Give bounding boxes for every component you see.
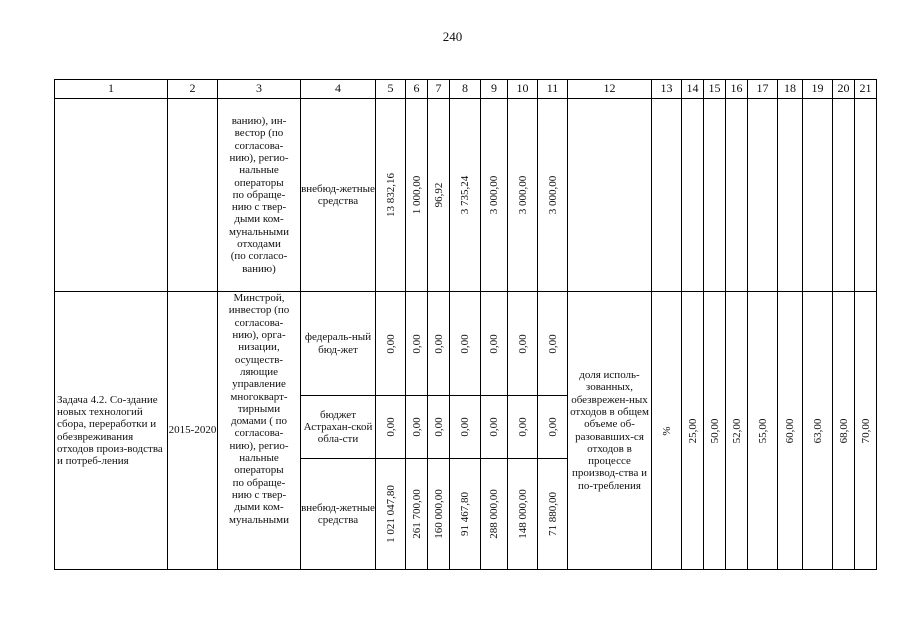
header-cell: 20	[833, 80, 855, 99]
amount-cell-text: 0,00	[487, 417, 500, 437]
unit-text: %	[660, 425, 673, 436]
header-cell: 12	[568, 80, 652, 99]
executor-prev-line: ванию), ин-	[231, 114, 287, 127]
amount-cell	[538, 459, 568, 570]
target-value-text: 68,00	[837, 418, 850, 443]
blank-cell	[682, 99, 704, 292]
header-cell: 18	[778, 80, 803, 99]
target-value	[803, 292, 833, 570]
amount-cell	[450, 292, 481, 396]
amount-cell	[376, 396, 406, 459]
target-value	[855, 292, 877, 570]
amount-cell-text: 0,00	[458, 333, 471, 354]
amount-cell-text: 1 000,00	[410, 175, 423, 215]
blank-cell	[855, 99, 877, 292]
amount-cell	[481, 459, 508, 570]
amount-cell	[481, 99, 508, 292]
amount-cell-text: 71 880,00	[546, 492, 559, 536]
executor-line: многокварт-	[230, 390, 288, 403]
executor-line: управление	[232, 378, 286, 391]
executor-prev-line: (по согласо-	[230, 250, 288, 263]
executor-line: Минстрой,	[233, 292, 285, 304]
amount-cell-text: 160 000,00	[432, 489, 445, 539]
amount-cell	[508, 292, 538, 396]
header-cell: 15	[704, 80, 726, 99]
amount-cell-text: 0,00	[516, 333, 529, 354]
blank-cell	[748, 99, 778, 292]
amount-cell-text: 288 000,00	[487, 489, 500, 539]
amount-cell-text: 3 735,24	[458, 175, 471, 215]
funding-source: федераль-ный бюд-жет	[301, 292, 376, 396]
amount-cell	[406, 99, 428, 292]
header-cell: 21	[855, 80, 877, 99]
header-cell: 7	[428, 80, 450, 99]
header-cell: 17	[748, 80, 778, 99]
executor-line: нию), регио-	[229, 439, 289, 452]
amount-cell	[428, 99, 450, 292]
amount-cell-text: 1 021 047,80	[384, 485, 397, 543]
target-value	[704, 292, 726, 570]
executor-prev-line: нию с твер-	[231, 201, 287, 214]
blank-cell	[726, 99, 748, 292]
amount-cell	[508, 459, 538, 570]
target-value-text: 25,00	[686, 418, 699, 443]
executor-prev-line: нию), регио-	[229, 151, 289, 164]
amount-cell	[406, 459, 428, 570]
amount-cell-text: 0,00	[432, 333, 445, 354]
amount-cell-text: 0,00	[384, 417, 397, 437]
executor-prev-line: мунальными	[229, 225, 289, 238]
amount-cell	[406, 292, 428, 396]
header-cell: 6	[406, 80, 428, 99]
task-name: Задача 4.2. Со-здание новых технологий сбора, переработки и обезвреживания отходов произ-водства и потреб-ления	[55, 292, 168, 570]
target-value-text: 60,00	[783, 418, 796, 443]
blank-cell	[568, 99, 652, 292]
blank-cell	[55, 99, 168, 292]
header-cell: 8	[450, 80, 481, 99]
task-period: 2015-2020	[168, 292, 218, 570]
header-cell: 5	[376, 80, 406, 99]
amount-cell	[538, 99, 568, 292]
target-value	[778, 292, 803, 570]
amount-cell-text: 261 700,00	[410, 489, 423, 539]
executor-prev-line: операторы	[234, 176, 284, 189]
amount-cell-text: 0,00	[384, 333, 397, 354]
amount-cell-text: 0,00	[546, 417, 559, 437]
header-cell: 4	[301, 80, 376, 99]
executor-line: низации,	[238, 341, 280, 354]
executor-prev-line: отходами	[237, 238, 281, 251]
target-value	[748, 292, 778, 570]
amount-cell	[508, 396, 538, 459]
target-value-text: 55,00	[756, 418, 769, 443]
amount-cell	[428, 292, 450, 396]
amount-cell-text: 3 000,00	[516, 175, 529, 215]
program-table	[54, 79, 877, 570]
target-value	[833, 292, 855, 570]
amount-cell	[481, 292, 508, 396]
amount-cell	[450, 396, 481, 459]
amount-cell-text: 0,00	[546, 333, 559, 354]
amount-cell	[481, 396, 508, 459]
executor-line: ляющие	[239, 365, 278, 378]
target-value-text: 52,00	[730, 418, 743, 443]
executor-prev-line: нальные	[239, 164, 279, 177]
blank-cell	[704, 99, 726, 292]
amount-cell	[450, 99, 481, 292]
header-cell: 10	[508, 80, 538, 99]
amount-cell-text: 3 000,00	[546, 175, 559, 215]
header-cell: 2	[168, 80, 218, 99]
header-cell: 16	[726, 80, 748, 99]
header-cell: 14	[682, 80, 704, 99]
amount-cell-text: 0,00	[410, 417, 423, 437]
amount-cell-text: 13 832,16	[384, 173, 397, 217]
executor-line: осуществ-	[234, 353, 284, 366]
executor-line: по обраще-	[232, 476, 286, 489]
page-number: 240	[442, 29, 463, 44]
amount-cell	[376, 459, 406, 570]
amount-cell-text: 0,00	[432, 417, 445, 437]
funding-source: бюджет Астрахан-ской обла-сти	[301, 396, 376, 459]
header-cell: 1	[55, 80, 168, 99]
executor-prev-line: дыми ком-	[234, 213, 284, 226]
indicator: доля исполь-зованных, обезврежен-ных отходов в общем объеме об-разовавших-ся отходов в процессе производ-ства и по-требления	[568, 292, 652, 570]
executor-line: тирными	[237, 402, 281, 415]
amount-cell-text: 0,00	[458, 417, 471, 437]
header-cell: 19	[803, 80, 833, 99]
amount-cell-text: 0,00	[487, 333, 500, 354]
amount-cell	[376, 99, 406, 292]
amount-cell-text: 96,92	[432, 182, 445, 208]
executor-prev-line: вестор (по	[234, 127, 284, 140]
amount-cell	[376, 292, 406, 396]
amount-cell-text: 3 000,00	[487, 175, 500, 215]
executor-prev-line: согласова-	[234, 139, 284, 152]
executor-prev	[218, 99, 301, 292]
header-cell: 3	[218, 80, 301, 99]
executor-line: мунальными	[229, 513, 289, 526]
header-cell: 9	[481, 80, 508, 99]
executor-line: нию), орга-	[232, 328, 286, 341]
amount-cell	[406, 396, 428, 459]
executor	[218, 292, 301, 570]
executor-line: нию с твер-	[231, 489, 287, 501]
blank-cell	[652, 99, 682, 292]
blank-cell	[168, 99, 218, 292]
executor-line: согласова-	[234, 427, 284, 440]
header-cell: 13	[652, 80, 682, 99]
target-value	[726, 292, 748, 570]
header-cell: 11	[538, 80, 568, 99]
executor-line: домами ( по	[230, 415, 288, 428]
executor-line: операторы	[234, 464, 284, 477]
target-value	[682, 292, 704, 570]
blank-cell	[833, 99, 855, 292]
executor-line: инвестор (по	[228, 304, 290, 317]
blank-cell	[778, 99, 803, 292]
amount-cell-text: 148 000,00	[516, 489, 529, 539]
executor-line: дыми ком-	[234, 501, 284, 514]
amount-cell	[538, 292, 568, 396]
target-value-text: 70,00	[859, 418, 872, 443]
executor-prev-line: ванию)	[242, 262, 276, 275]
amount-cell	[428, 459, 450, 570]
amount-cell	[450, 459, 481, 570]
target-value-text: 63,00	[811, 418, 824, 443]
amount-cell	[428, 396, 450, 459]
amount-cell-text: 0,00	[516, 417, 529, 437]
blank-cell	[803, 99, 833, 292]
amount-cell	[538, 396, 568, 459]
amount-cell	[508, 99, 538, 292]
executor-prev-line: по обраще-	[232, 188, 286, 201]
amount-cell-text: 0,00	[410, 333, 423, 354]
funding-source: внебюд-жетные средства	[301, 459, 376, 570]
amount-cell-text: 91 467,80	[458, 492, 471, 536]
target-value-text: 50,00	[708, 418, 721, 443]
executor-line: нальные	[239, 452, 279, 465]
executor-line: согласова-	[234, 316, 284, 329]
funding-source: внебюд-жетные средства	[301, 99, 376, 292]
unit	[652, 292, 682, 570]
